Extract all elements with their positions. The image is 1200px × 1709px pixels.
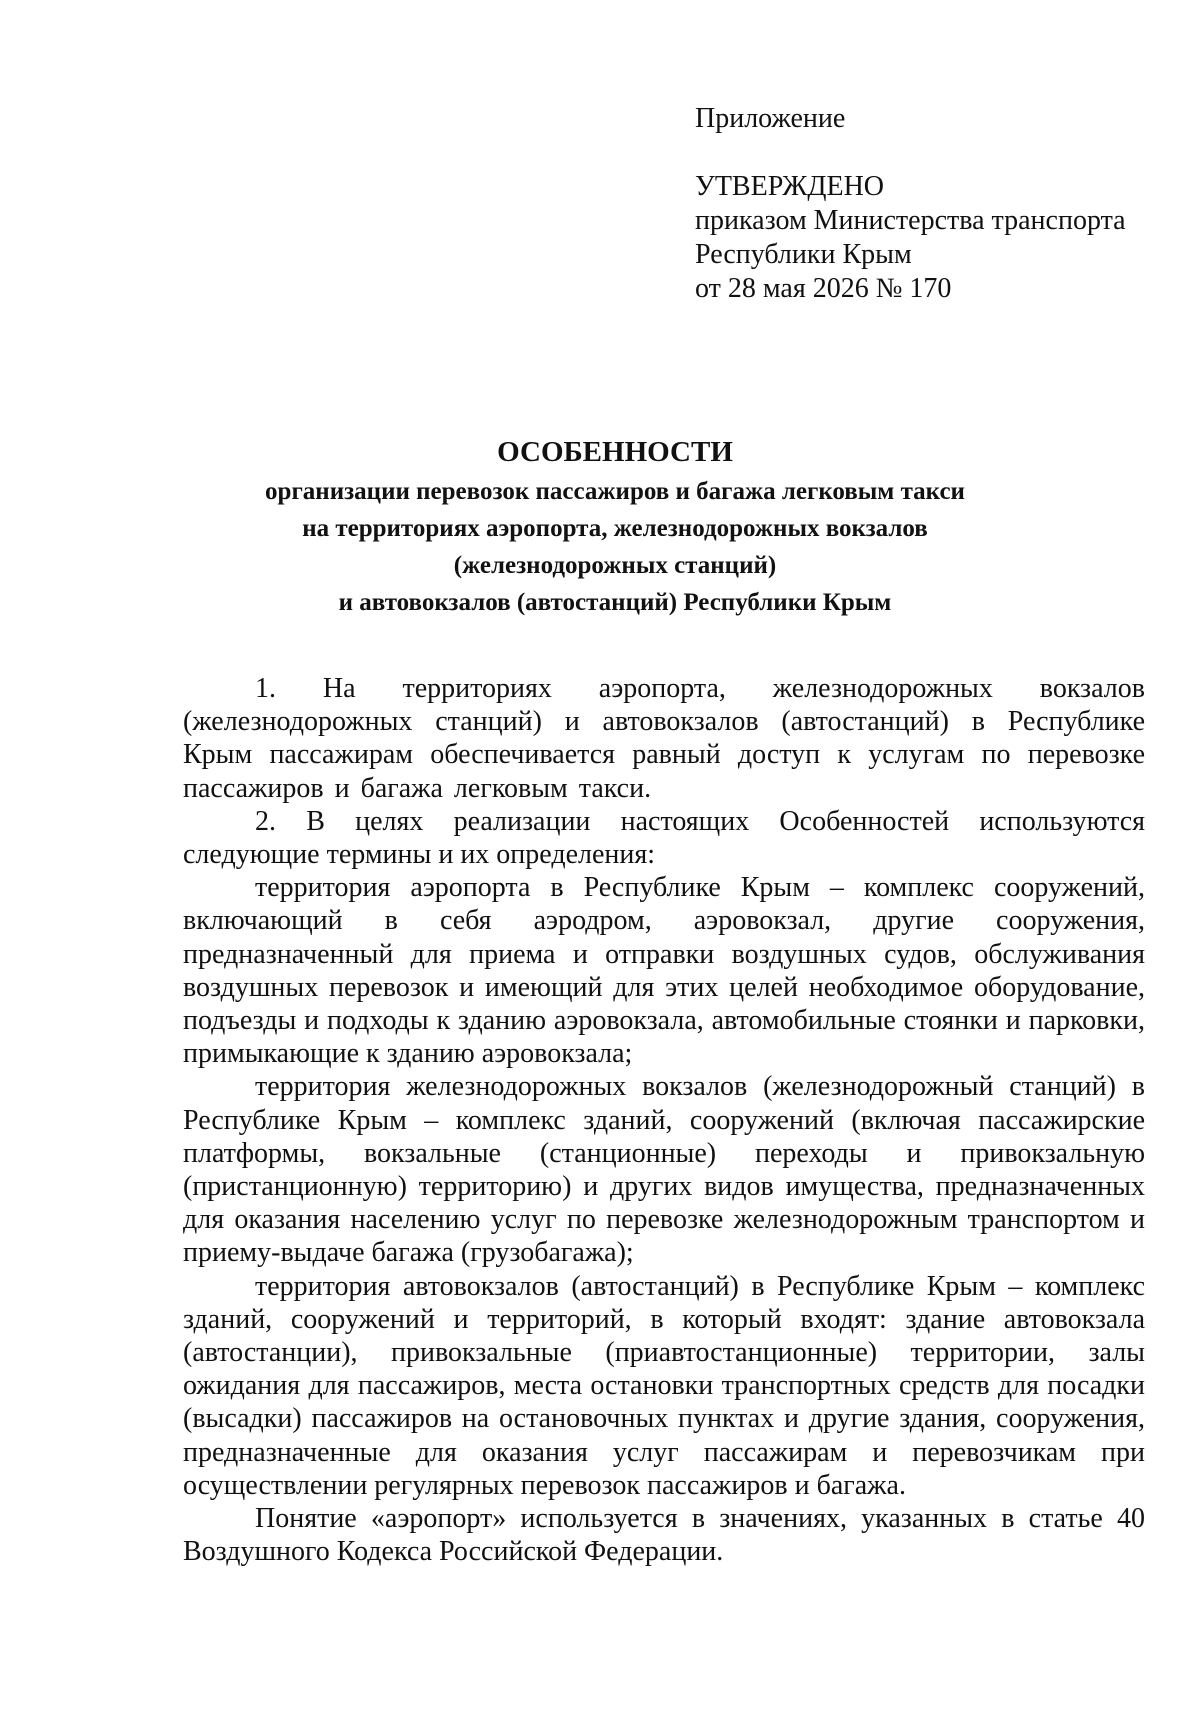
paragraph-bus-station-definition: территория автовокзалов (автостанций) в Республике Крым – комплекс зданий, сооружений и территорий, в который входят: здание автовокзала (автостанции), привокзальные (приавтостанционные) территории, залы ожидания для пассажиров, места остановки транспортных средств для посадки (высадки) пассажиров на остановочных пунктах и другие здания, сооружения, предназначенные для оказания услуг пассажирам и перевозчикам при осуществлении регулярных перевозок пассажиров и багажа. xyxy=(183,1270,1145,1501)
paragraph-airport-definition: территория аэропорта в Республике Крым – комплекс сооружений, включающий в себя аэродром, аэровокзал, другие сооружения, предназначенный для приема и отправки воздушных судов, обслуживания воздушных перевозок и имеющий для этих целей необходимое оборудование, подъезды и подходы к зданию аэровокзала, автомобильные стоянки и парковки, примыкающие к зданию аэровокзала; xyxy=(183,872,1145,1070)
title-line-1: организации перевозок пассажиров и багажа легковым такси xyxy=(265,478,965,505)
paragraph-airport-concept: Понятие «аэропорт» используется в значениях, указанных в статье 40 Воздушного Кодекса Российской Федерации. xyxy=(183,1503,1145,1568)
approval-line-3: от 28 мая 2026 № 170 xyxy=(695,273,952,304)
paragraph-railway-definition: территория железнодорожных вокзалов (железнодорожный станций) в Республике Крым – комплекс зданий, сооружений (включая пассажирские платформы, вокзальные (станционные) переходы и привокзальную (пристанционную) территорию) и других видов имущества, предназначенных для оказания населению услуг по перевозке железнодорожным транспортом и приему-выдаче багажа (грузобагажа); xyxy=(183,1071,1145,1269)
document-title xyxy=(150,433,1080,621)
approved-label: УТВЕРЖДЕНО xyxy=(695,171,885,202)
approval-line-2: Республики Крым xyxy=(695,239,912,270)
title-line-4: и автовокзалов (автостанций) Республики Крым xyxy=(338,589,892,616)
appendix-label: Приложение xyxy=(695,103,846,134)
document-body xyxy=(183,672,1145,1568)
approval-stamp xyxy=(695,102,1175,306)
paragraph-2: 2. В целях реализации настоящих Особенностей используются следующие термины и их определения: xyxy=(183,805,1145,871)
approval-line-1: приказом Министерства транспорта xyxy=(695,205,1126,236)
title-line-3: (железнодорожных станций) xyxy=(453,552,777,579)
title-line-2: на территориях аэропорта, железнодорожных вокзалов xyxy=(302,515,928,542)
title-main: ОСОБЕННОСТИ xyxy=(497,436,733,468)
paragraph-1: 1. На территориях аэропорта, железнодорожных вокзалов (железнодорожных станций) и автовокзалов (автостанций) в Республике Крым пассажирам обеспечивается равный доступ к услугам по перевозке пассажиров и багажа легковым такси. xyxy=(183,673,1145,804)
